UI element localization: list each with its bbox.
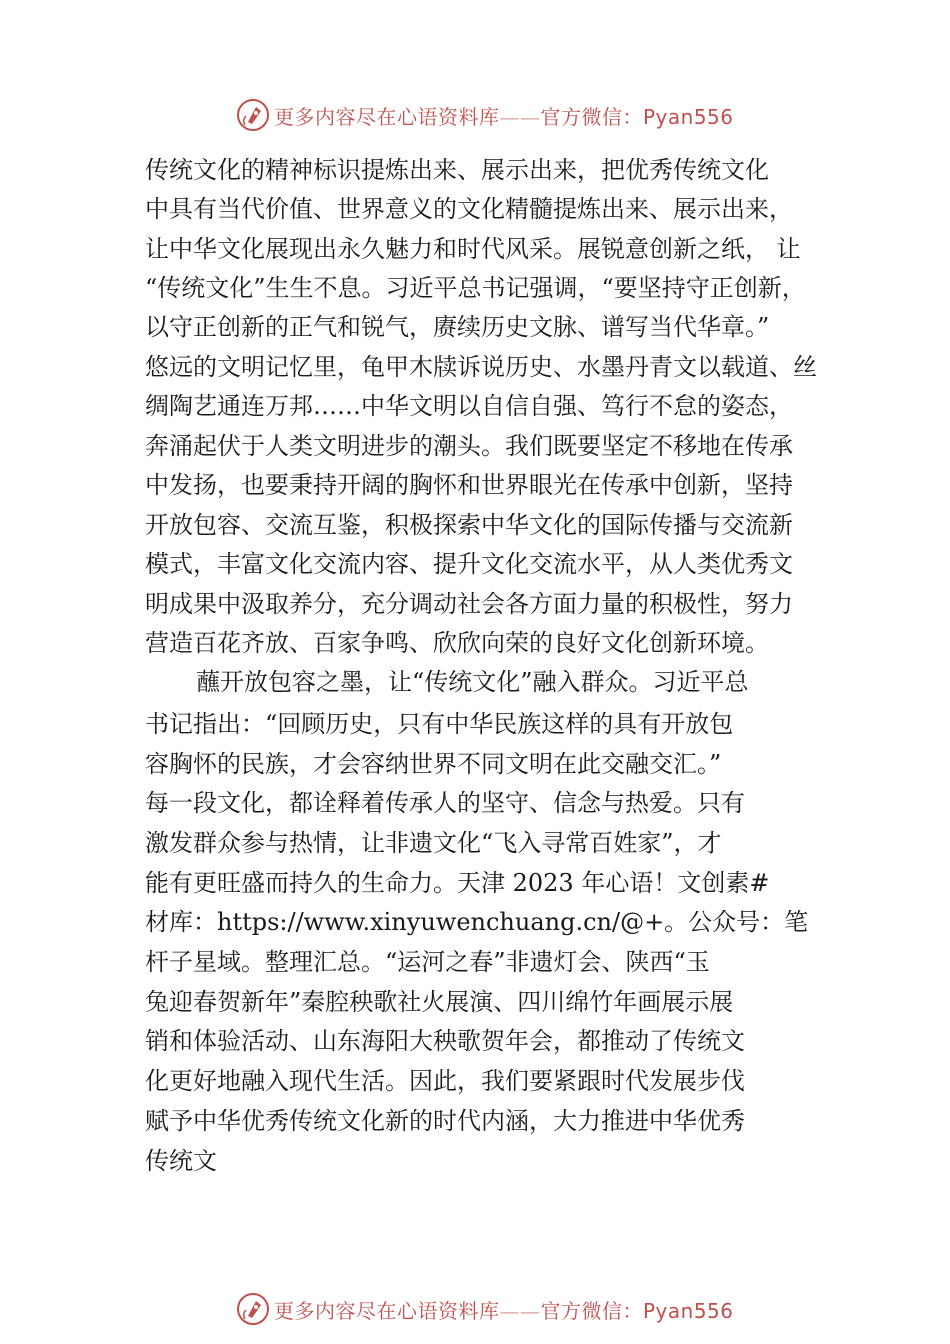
paragraph-start-line: 蘸开放包容之墨，让“传统文化”融入群众。习近平总 xyxy=(196,668,749,696)
header-text: 更多内容尽在心语资料库——官方微信：Pyan556 xyxy=(274,104,734,129)
text-line: 营造百花齐放、百家争鸣、欣欣向荣的良好文化创新环境。 xyxy=(145,629,769,657)
text-line: 激发群众参与热情，让非遗文化“飞入寻常百姓家”，才 xyxy=(145,829,722,857)
text-line: 化更好地融入现代生活。因此，我们要紧跟时代发展步伐 xyxy=(145,1067,745,1095)
text-line: 传统文 xyxy=(145,1147,217,1175)
text-line: 容胸怀的民族，才会容纳世界不同文明在此交融交汇。” xyxy=(145,750,722,778)
header-wechat-handle: Pyan556 xyxy=(643,104,734,129)
text-line: 明成果中汲取养分，充分调动社会各方面力量的积极性，努力 xyxy=(145,590,793,618)
text-line: 能有更旺盛而持久的生命力。天津 2023 年心语！文创素# xyxy=(145,869,770,897)
text-line: 绸陶艺通连万邦……中华文明以自信自强、笃行不怠的姿态， xyxy=(145,392,793,420)
footer-banner xyxy=(236,1291,734,1327)
text-line: 赋予中华优秀传统文化新的时代内涵，大力推进中华优秀 xyxy=(145,1107,745,1135)
text-line: 书记指出：“回顾历史，只有中华民族这样的具有开放包 xyxy=(145,710,734,738)
text-line: 兔迎春贺新年”秦腔秧歌社火展演、四川绵竹年画展示展 xyxy=(145,988,734,1016)
text-line: 让中华文化展现出永久魅力和时代风采。展锐意创新之纸， 让 xyxy=(145,235,801,263)
text-line: 开放包容、交流互鉴，积极探索中华文化的国际传播与交流新 xyxy=(145,511,793,539)
text-line: 销和体验活动、山东海阳大秧歌贺年会，都推动了传统文 xyxy=(145,1027,745,1055)
text-line: “传统文化”生生不息。习近平总书记强调，“要坚持守正创新， xyxy=(145,274,806,302)
text-line: 模式，丰富文化交流内容、提升文化交流水平，从人类优秀文 xyxy=(145,550,793,578)
text-line: 悠远的文明记忆里，龟甲木牍诉说历史、水墨丹青文以载道、丝 xyxy=(145,353,817,381)
footer-wechat-handle: Pyan556 xyxy=(643,1298,734,1323)
text-line: 传统文化的精神标识提炼出来、展示出来，把优秀传统文化 xyxy=(145,156,769,184)
text-line: 杆子星域。整理汇总。“运河之春”非遗灯会、陕西“玉 xyxy=(145,948,710,976)
text-line: 材库：https://www.xinyuwenchuang.cn/@+。公众号：笔 xyxy=(145,908,809,936)
text-line: 以守正创新的正气和锐气，赓续历史文脉、谱写当代华章。” xyxy=(145,313,770,341)
text-line: 中具有当代价值、世界意义的文化精髓提炼出来、展示出来， xyxy=(145,195,793,223)
text-line: 奔涌起伏于人类文明进步的潮头。我们既要坚定不移地在传承 xyxy=(145,432,793,460)
footer-text: 更多内容尽在心语资料库——官方微信：Pyan556 xyxy=(274,1298,734,1323)
pen-nib-logo xyxy=(236,1292,270,1326)
text-line: 每一段文化，都诠释着传承人的坚守、信念与热爱。只有 xyxy=(145,789,745,817)
text-line: 中发扬，也要秉持开阔的胸怀和世界眼光在传承中创新，坚持 xyxy=(145,471,793,499)
